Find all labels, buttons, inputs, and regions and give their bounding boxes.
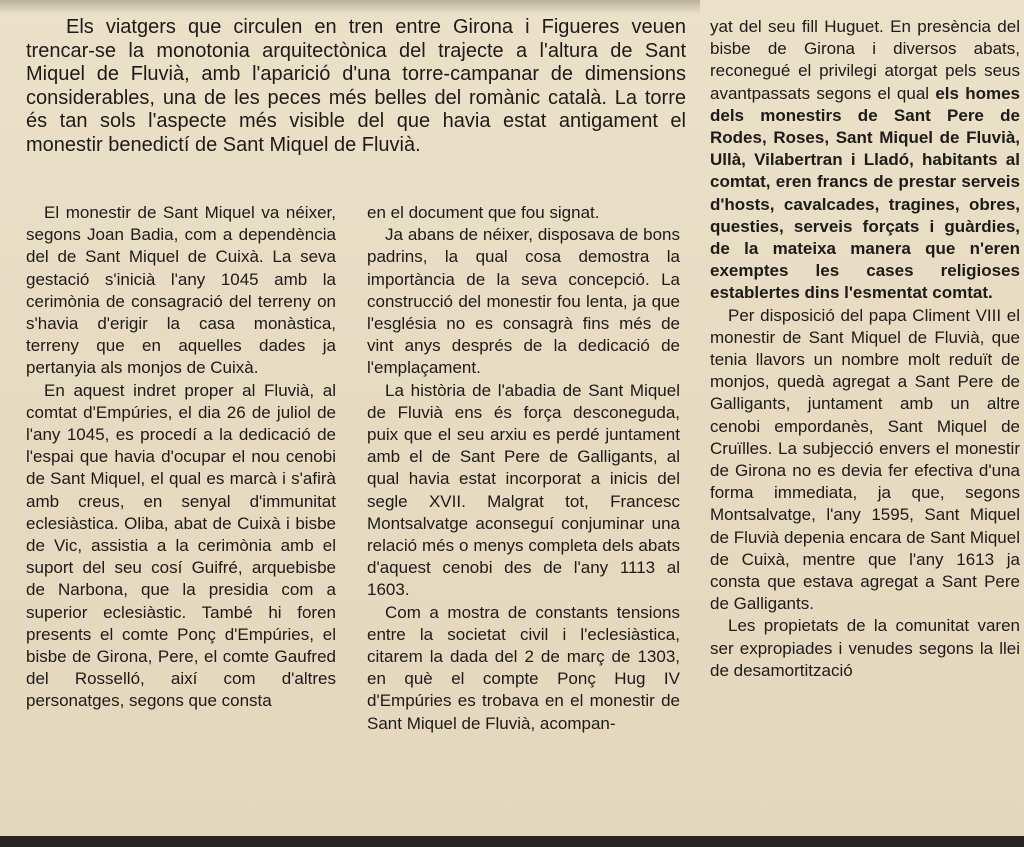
col3-paragraph-1: Per disposició del papa Climent VIII el monestir de Sant Miquel de Fluvià, que tenia llavors un nombre molt reduït de monjos, quedà agregat a Sant Pere de Galligants, juntament amb un altre cenobi empordanès, Sant Miquel de Cruïlles. La subjecció envers el monestir de Girona no es devia fer efectiva d'una forma immediata, ja que, segons Montsalvatge, l'any 1595, Sant Miquel de Fluvià depenia encara de Sant Miquel de Cuixà, mentre que l'any 1613 ja consta que estava agregat a Sant Pere de Galligants. (710, 305, 1020, 614)
bottom-border (0, 836, 1024, 847)
col2-paragraph-2: La història de l'abadia de Sant Miquel de Fluvià ens és força desconeguda, puix que el seu arxiu es perdé juntament amb el de Sant Pere de Galligants, al qual havia estat incorporat a inicis del segle XVII. Malgrat tot, Francesc Montsalvatge aconseguí conjuminar una relació més o menys completa dels abats d'aquest cenobi des de l'any 1113 al 1603. (367, 380, 680, 600)
intro-text: Els viatgers que circulen en tren entre Girona i Figueres veuen trencar-se la monotonia arquitectònica del trajecte a l'altura de Sant Miquel de Fluvià, amb l'aparició d'una torre-campanar de dimensions considerables, una de les peces més belles del romànic català. La torre és tan sols l'aspecte més visible del que havia estat antigament el monestir benedictí de Sant Miquel de Fluvià. (26, 16, 686, 156)
intro-paragraph (26, 16, 686, 157)
col3-paragraph-continued (710, 16, 1020, 305)
col2-paragraph-continued: en el document que fou signat. (367, 203, 600, 222)
col3-plain-text: yat del seu fill Huguet. En presència del bisbe de Girona i diversos abats, reconegué el privilegi atorgat pels seus avantpassats segons el qual (710, 17, 1020, 103)
top-shadow (0, 0, 700, 14)
col3-bold-text: els homes dels monestirs de Sant Pere de Rodes, Roses, Sant Miquel de Fluvià, Ullà, Vilabertran i Lladó, habitants al comtat, eren francs de prestar serveis d'hosts, cavalcades, tragines, obres, questies, serveis forçats i guàrdies, de la mateixa manera que n'eren exemptes les cases religioses establertes dins l'esmentat comtat. (710, 83, 1020, 303)
col2-paragraph-3: Com a mostra de constants tensions entre la societat civil i l'eclesiàstica, citarem la dada del 2 de març de 1303, en què el compte Ponç Hug IV d'Empúries es trobava en el monestir de Sant Miquel de Fluvià, acompan- (367, 602, 680, 733)
col2-paragraph-1: Ja abans de néixer, disposava de bons padrins, la qual cosa demostra la importància de la seva concepció. La construcció del monestir fou lenta, ja que l'església no es consagrà fins més de vint anys després de la dedicació de l'emplaçament. (367, 225, 680, 378)
col3-paragraph-2: Les propietats de la comunitat varen ser expropiades i venudes segons la llei de desamortització (710, 616, 1020, 680)
article-column-2 (367, 202, 680, 735)
article-column-3 (710, 16, 1020, 682)
col1-paragraph-2: En aquest indret proper al Fluvià, al comtat d'Empúries, el dia 26 de juliol de l'any 1045, es procedí a la dedicació de l'espai que havia d'ocupar el nou cenobi de Sant Miquel, el qual es marcà i s'afirà amb creus, en senyal d'immunitat eclesiàstica. Oliba, abat de Cuixà i bisbe de Vic, assistia a la cerimònia amb el suport del seu cosí Guifré, arquebisbe de Narbona, que la presidia com a superior eclesiàstic. També hi foren presents el comte Ponç d'Empúries, el bisbe de Girona, Pere, el comte Gaufred del Rosselló, així com d'altres personatges, segons que consta (26, 380, 336, 711)
col1-paragraph-1: El monestir de Sant Miquel va néixer, segons Joan Badia, com a dependència del de Sant Miquel de Cuixà. La seva gestació s'inicià l'any 1045 amb la cerimònia de consagració del terreny on s'havia d'erigir la casa monàstica, terreny que en aquelles dades ja pertanyia als monjos de Cuixà. (26, 203, 336, 378)
article-column-1 (26, 202, 336, 713)
